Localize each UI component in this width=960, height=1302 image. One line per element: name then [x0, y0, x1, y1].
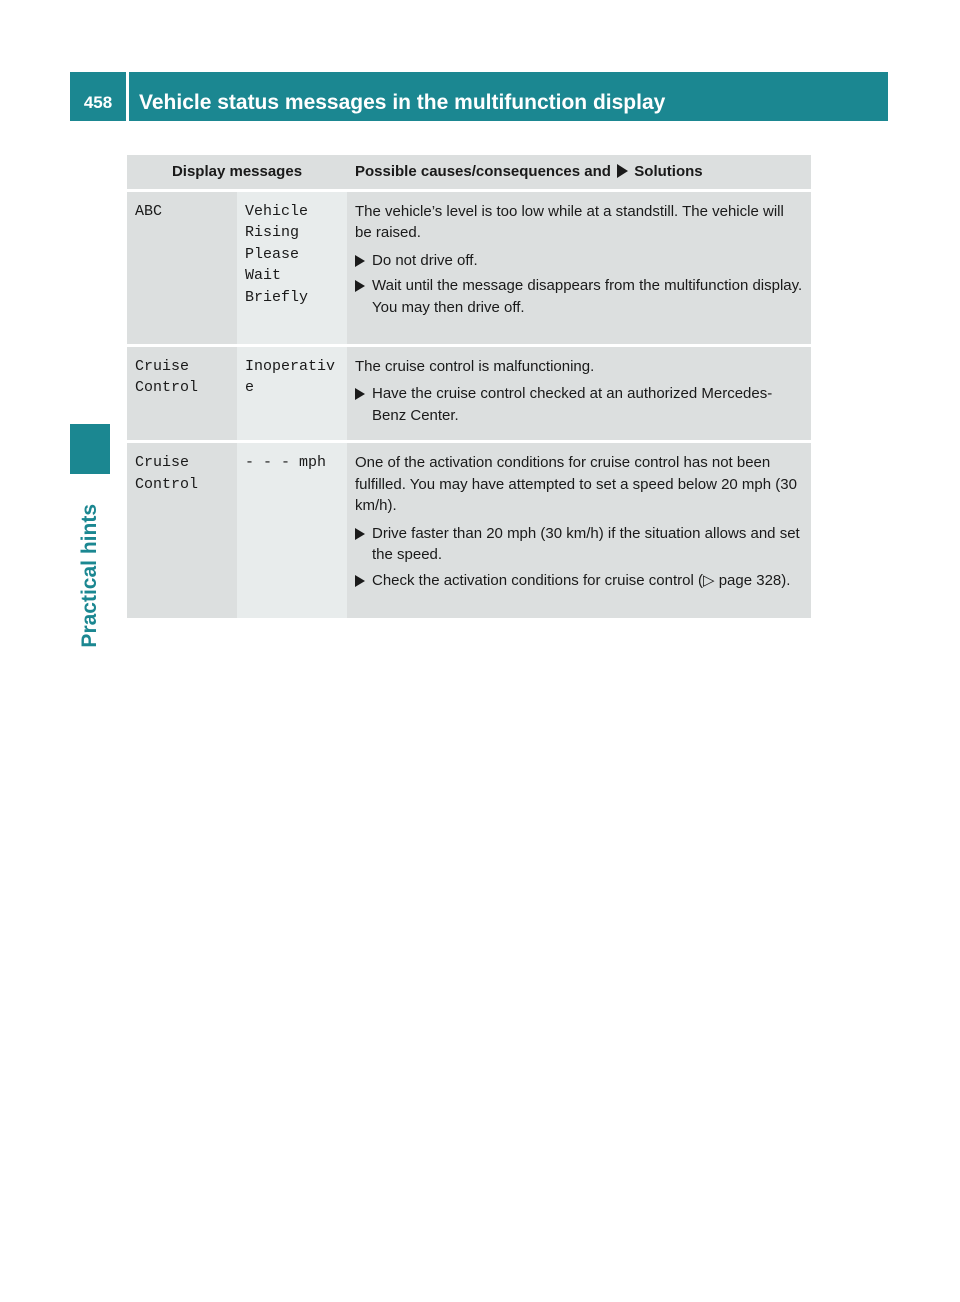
table-row — [127, 442, 811, 620]
table-header-row — [127, 155, 811, 190]
column-header-display-messages: Display messages — [127, 155, 347, 190]
cause-description: One of the activation conditions for cruise control has not been fulfilled. You may have attempted to set a speed below 20 mph (30 km/h). — [355, 454, 797, 514]
arrow-right-icon — [355, 255, 365, 267]
page-title: Vehicle status messages in the multifunction display — [139, 91, 666, 114]
solution-step — [355, 570, 803, 592]
messages-table — [127, 155, 811, 621]
arrow-right-icon — [617, 164, 628, 178]
table-row — [127, 190, 811, 345]
header-divider — [126, 72, 129, 121]
solution-step — [355, 250, 803, 272]
solution-step — [355, 275, 803, 318]
message-code: ABC — [127, 190, 237, 345]
table-body — [127, 190, 811, 620]
arrow-right-icon — [355, 528, 365, 540]
solution-step-text: Have the cruise control checked at an authorized Mercedes-Benz Center. — [372, 385, 773, 424]
message-text: Inoperative — [237, 345, 347, 442]
page-number: 458 — [83, 93, 113, 112]
column-header-causes — [347, 155, 811, 190]
solution-step — [355, 383, 803, 426]
message-solution — [347, 345, 811, 442]
solution-step — [355, 523, 803, 566]
message-solution — [347, 442, 811, 620]
message-text: - - - mph — [237, 442, 347, 620]
solution-step-note: You may then drive off. — [372, 298, 525, 316]
column-header-solutions-text: Solutions — [634, 163, 703, 181]
message-solution — [347, 190, 811, 345]
side-tab — [70, 478, 110, 648]
message-text: Vehicle Rising Please Wait Briefly — [237, 190, 347, 345]
side-tab-label: Practical hints — [78, 504, 101, 648]
cause-description: The cruise control is malfunctioning. — [355, 357, 595, 375]
column-header-causes-text: Possible causes/consequences and — [355, 163, 611, 181]
solution-step-text: Check the activation conditions for cruise control (▷ page 328). — [372, 571, 791, 589]
message-code: Cruise Control — [127, 345, 237, 442]
arrow-right-icon — [355, 575, 365, 587]
solution-step-text: Do not drive off. — [372, 251, 478, 269]
table-row — [127, 345, 811, 442]
cause-description: The vehicle’s level is too low while at a standstill. The vehicle will be raised. — [355, 202, 784, 241]
solution-step-text: Wait until the message disappears from the multifunction display. — [372, 277, 803, 294]
solution-step-text: Drive faster than 20 mph (30 km/h) if the situation allows and set the speed. — [372, 524, 800, 563]
arrow-right-icon — [355, 388, 365, 400]
message-code: Cruise Control — [127, 442, 237, 620]
arrow-right-icon — [355, 280, 365, 292]
side-tab-marker — [70, 424, 110, 474]
